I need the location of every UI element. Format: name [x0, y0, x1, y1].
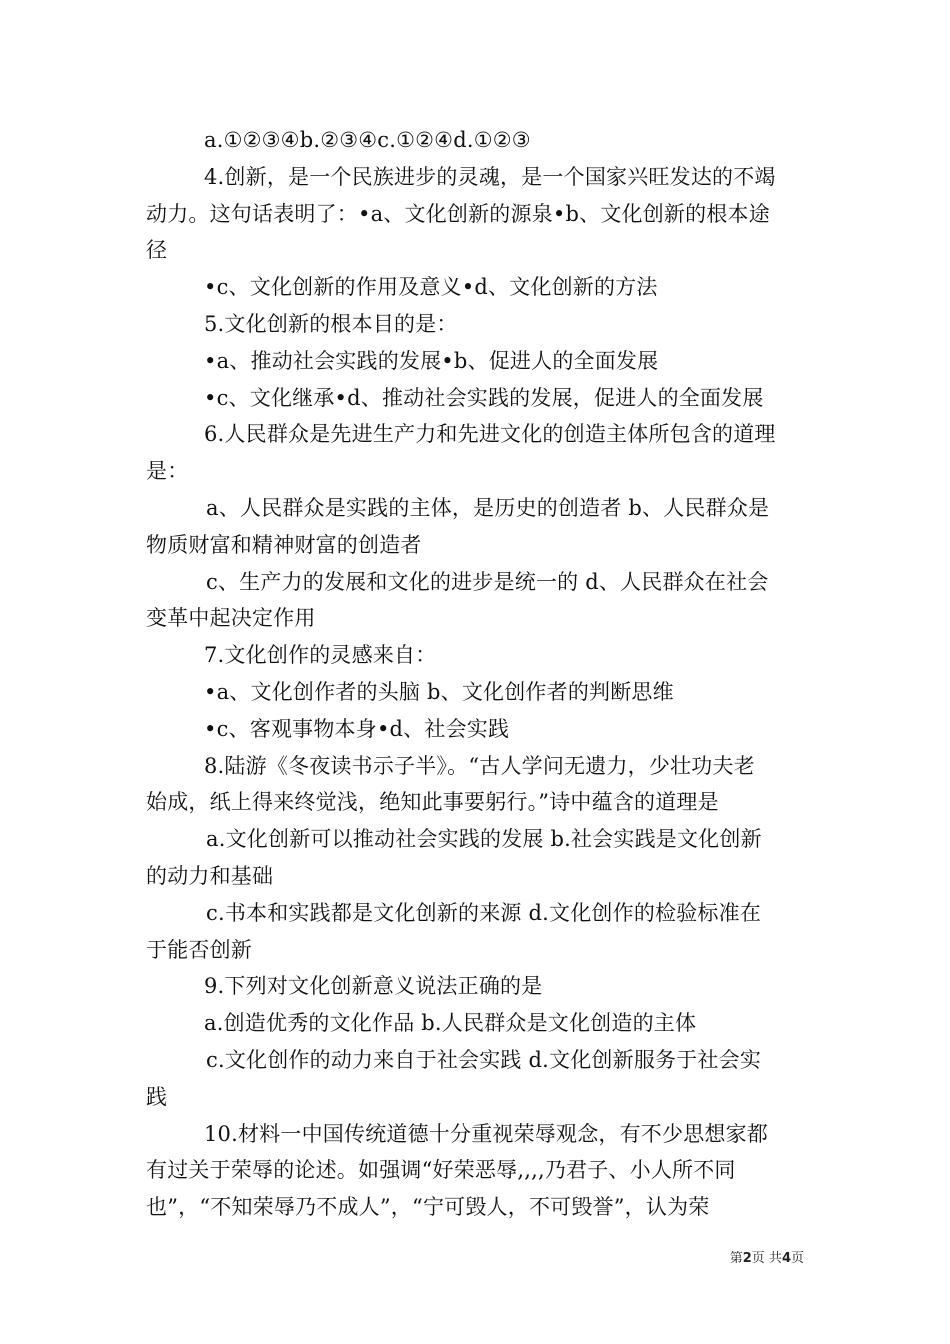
text-line: a、人民群众是实践的主体，是历史的创造者 b、人民群众是 — [206, 495, 770, 520]
document-body — [146, 122, 810, 1226]
text-line: 径 — [146, 238, 168, 263]
text-line: c.文化创作的动力来自于社会实践 d.文化创新服务于社会实 — [206, 1047, 762, 1072]
text-line: •c、客观事物本身•d、社会实践 — [204, 716, 510, 741]
footer-middle: 页 共 — [751, 1251, 782, 1266]
text-line: 践 — [146, 1084, 168, 1109]
text-line: 变革中起决定作用 — [146, 606, 316, 631]
text-line: 8.陆游《冬夜读书示子半》。“古人学问无遗力，少壮功夫老 — [204, 753, 755, 778]
text-line: •c、文化创新的作用及意义•d、文化创新的方法 — [204, 275, 658, 300]
text-line: c.书本和实践都是文化创新的来源 d.文化创作的检验标准在 — [206, 900, 762, 925]
text-line: 4.创新，是一个民族进步的灵魂，是一个国家兴旺发达的不竭 — [204, 164, 776, 189]
text-line: 也”，“不知荣辱乃不成人”，“宁可毁人，不可毁誉”，认为荣 — [146, 1195, 710, 1220]
text-line: 于能否创新 — [146, 937, 252, 962]
text-line: •a、推动社会实践的发展•b、促进人的全面发展 — [204, 348, 659, 373]
text-line: 是： — [146, 459, 189, 484]
text-line: •a、文化创作者的头脑 b、文化创作者的判断思维 — [204, 679, 674, 704]
text-line: 的动力和基础 — [146, 863, 274, 888]
page-footer — [730, 1247, 804, 1266]
total-pages-number: 4 — [781, 1251, 791, 1266]
text-line: 始成，纸上得来终觉浅，绝知此事要躬行。”诗中蕴含的道理是 — [146, 790, 719, 815]
footer-prefix: 第 — [729, 1251, 743, 1266]
text-line: a.文化创新可以推动社会实践的发展 b.社会实践是文化创新 — [206, 827, 762, 852]
text-line: 动力。这句话表明了：•a、文化创新的源泉•b、文化创新的根本途 — [146, 201, 770, 226]
text-line: a.创造优秀的文化作品 b.人民群众是文化创造的主体 — [204, 1011, 697, 1036]
text-line: 6.人民群众是先进生产力和先进文化的创造主体所包含的道理 — [204, 422, 776, 447]
current-page-number: 2 — [742, 1251, 752, 1266]
footer-suffix: 页 — [790, 1251, 804, 1266]
text-line: 5.文化创新的根本目的是： — [204, 311, 458, 336]
text-line: 物质财富和精神财富的创造者 — [146, 532, 422, 557]
text-line: 有过关于荣辱的论述。如强调“好荣恶辱,,,,乃君子、小人所不同 — [146, 1158, 736, 1183]
text-line: 7.文化创作的灵感来自： — [204, 643, 437, 668]
text-line: 10.材料一中国传统道德十分重视荣辱观念，有不少思想家都 — [204, 1121, 768, 1146]
text-line: c、生产力的发展和文化的进步是统一的 d、人民群众在社会 — [206, 569, 769, 594]
text-line: •c、文化继承•d、推动社会实践的发展，促进人的全面发展 — [204, 385, 764, 410]
text-line: a.①②③④b.②③④c.①②④d.①②③ — [204, 128, 531, 152]
text-line: 9.下列对文化创新意义说法正确的是 — [204, 974, 543, 999]
